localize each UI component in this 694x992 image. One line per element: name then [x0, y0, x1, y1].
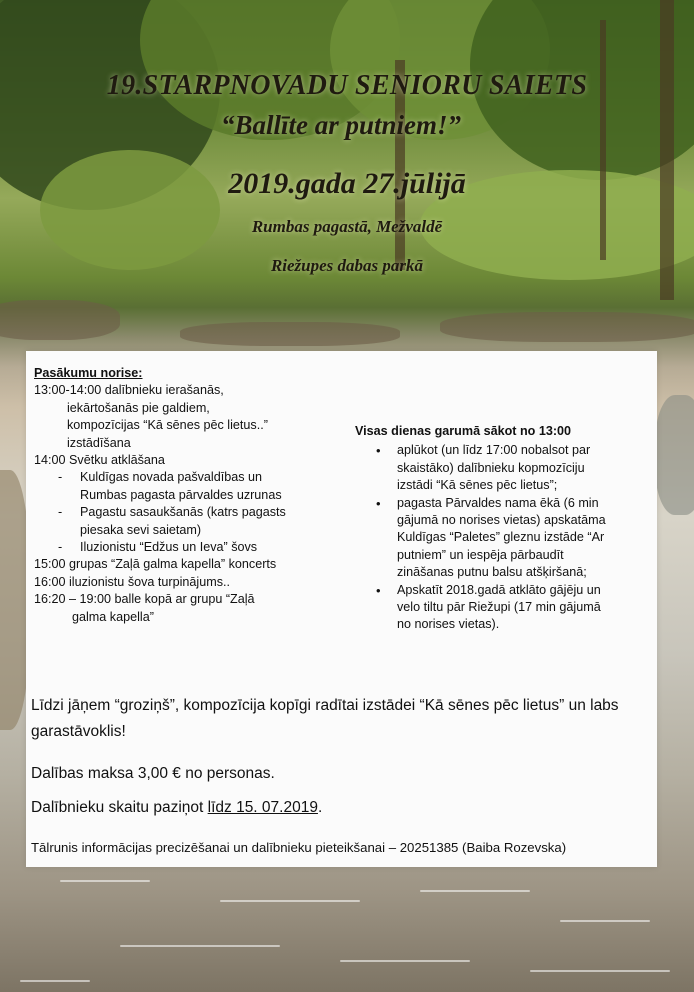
list-line: izstādi “Kā sēnes pēc lietus”;	[397, 478, 558, 493]
bullet-icon: •	[376, 443, 381, 459]
list-item	[355, 495, 647, 582]
list-line: no norises vietas).	[397, 617, 500, 632]
info-section	[31, 693, 656, 855]
program-line: 14:00 Svētku atklāšana	[34, 453, 165, 468]
registration-note	[31, 795, 322, 821]
program-line: iekārtošanās pie galdiem,	[67, 400, 210, 415]
list-item	[355, 442, 647, 494]
program-line: 16:00 iluzionistu šova turpinājums..	[34, 574, 231, 589]
allday-list	[355, 442, 647, 633]
program-line: 15:00 grupas “Zaļā galma kapella” koncerts	[34, 557, 277, 572]
allday-title: Visas dienas garumā sākot no 13:00	[355, 424, 572, 438]
registration-prefix: Dalībnieku skaitu paziņot	[31, 799, 208, 816]
event-subtitle: “Ballīte ar putniem!”	[220, 110, 462, 140]
program-line: 16:20 – 19:00 balle kopā ar grupu “Zaļā	[34, 592, 255, 607]
program-title: Pasākumu norise:	[34, 366, 143, 380]
fee-note	[31, 761, 275, 787]
program-line: galma kapella”	[72, 609, 154, 624]
event-title: 19.STARPNOVADU SENIORU SAIETS	[106, 70, 588, 101]
event-park: Riežupes dabas parkā	[270, 256, 424, 275]
event-location: Rumbas pagastā, Mežvaldē	[251, 217, 443, 236]
list-line: velo tiltu pār Riežupi (17 min gājumā	[397, 600, 601, 615]
program-line: piesaka sevi saietam)	[80, 522, 202, 537]
allday-column	[355, 423, 647, 634]
list-line: skaistāko) dalībnieku kopmozīciju	[397, 460, 585, 475]
list-line: pagasta Pārvaldes nama ēkā (6 min	[397, 495, 599, 510]
bullet-icon: •	[376, 582, 381, 598]
list-line: zināšanas putnu balsu atšķiršanā;	[397, 565, 587, 580]
bring-note: Līdzi jāņem “groziņš”, kompozīcija kopīgi radītai izstādei “Kā sēnes pēc lietus” un labs garastāvoklis!	[31, 697, 619, 740]
list-item	[355, 582, 647, 634]
contact-phone: Tālrunis informācijas precizēšanai un dalībnieku pieteikšanai – 20251385 (Baiba Rozevska)	[31, 840, 567, 855]
info-card	[26, 351, 657, 867]
program-line: kompozīcijas “Kā sēnes pēc lietus..”	[67, 418, 268, 433]
event-date: 2019.gada 27.jūlijā	[228, 167, 466, 200]
program-line: izstādīšana	[67, 435, 131, 450]
registration-deadline: līdz 15. 07.2019	[207, 799, 318, 816]
list-line: Kuldīgas “Paletes” gleznu izstāde “Ar	[397, 530, 605, 545]
program-subitem: - Kuldīgas novada pašvaldības un	[34, 469, 334, 486]
fee-text: Dalības maksa 3,00 € no personas.	[31, 765, 275, 782]
program-column	[34, 365, 334, 626]
registration-suffix: .	[317, 799, 323, 816]
program-subitem: - Iluzionistu “Edžus un Ieva” šovs	[34, 539, 334, 556]
list-line: putniem” un iespēja pārbaudīt	[397, 547, 564, 562]
bullet-icon: •	[376, 495, 381, 511]
program-line: Rumbas pagasta pārvaldes uzrunas	[80, 487, 282, 502]
list-line: Apskatīt 2018.gadā atklāto gājēju un	[397, 582, 601, 597]
list-line: gājumā no norises vietas) apskatāma	[397, 513, 606, 528]
list-line: aplūkot (un līdz 17:00 nobalsot par	[397, 443, 591, 458]
program-subitem: - Pagastu sasaukšanās (katrs pagasts	[34, 504, 334, 521]
program-line: 13:00-14:00 dalībnieku ierašanās,	[34, 383, 224, 398]
